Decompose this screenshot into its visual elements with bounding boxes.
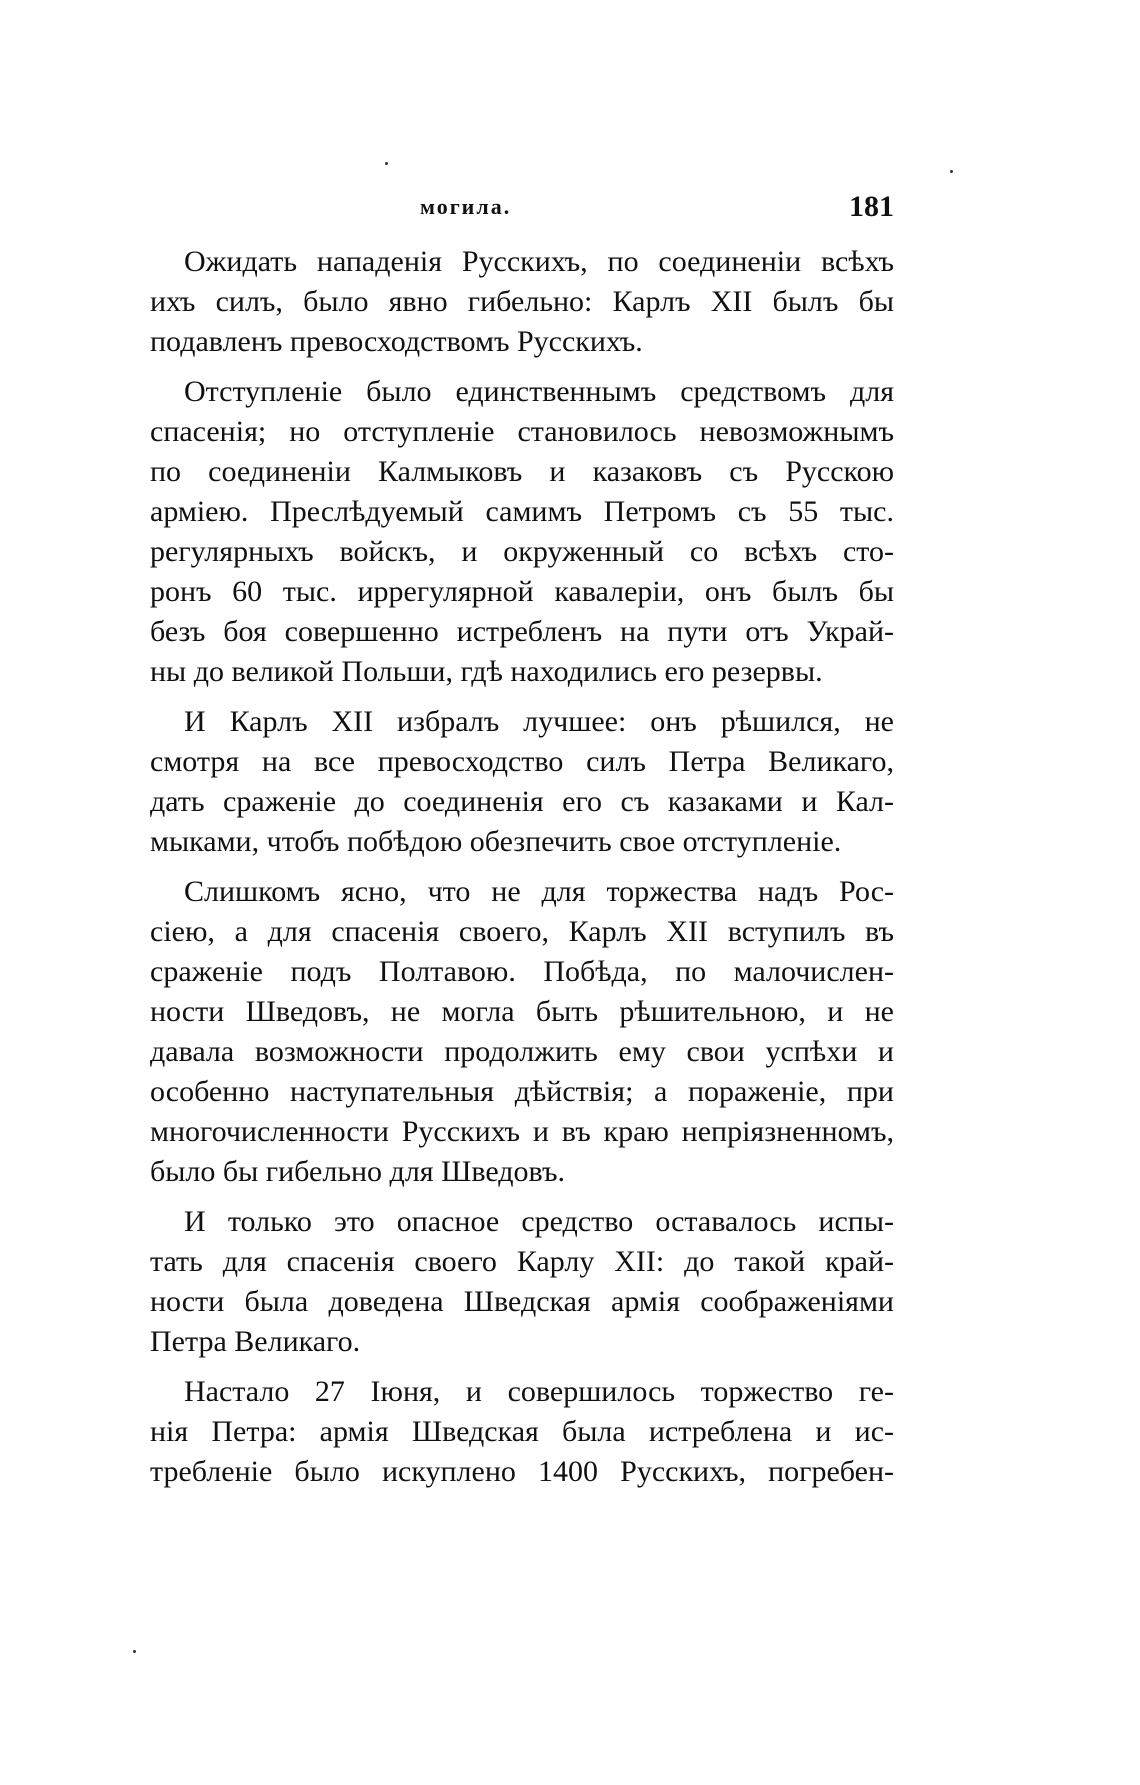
text-line: было бы гибельно для Шведовъ. [150,1155,565,1188]
text-line: Петра Великаго. [150,1325,361,1358]
text-line: тать для спасенія своего Карлу XII: до такой край- [150,1245,894,1278]
text-line: давала возможности продолжить ему свои успѣхи и [150,1035,894,1068]
text-line: требленіе было искуплено 1400 Русскихъ, погребен- [150,1455,894,1488]
text-line: по соединеніи Калмыковъ и казаковъ съ Русскою [150,455,894,488]
body-text [150,242,894,1492]
text-line: сраженіе подъ Полтавою. Побѣда, по малочислен- [150,955,894,988]
text-line: Настало 27 Іюня, и совершилось торжество ге- [184,1375,894,1408]
text-line: нія Петра: армія Шведская была истреблена и ис- [150,1415,894,1448]
text-line: ности была доведена Шведская армія соображеніями [150,1285,894,1318]
ink-speck [950,170,953,173]
paragraph [150,1202,894,1362]
paragraph [150,872,894,1192]
paragraph [150,242,894,362]
text-line: смотря на все превосходство силъ Петра Великаго, [150,745,894,778]
text-line: мыками, чтобъ побѣдою обезпечить свое отступленіе. [150,825,842,858]
text-line: Ожидать нападенія Русскихъ, по соединеніи всѣхъ [184,245,894,278]
text-line: ности Шведовъ, не могла быть рѣшительною, и не [150,995,894,1028]
text-line: ны до великой Польши, гдѣ находились его резервы. [150,655,823,688]
text-line: дать сраженіе до соединенія его съ казаками и Кал- [150,785,894,818]
text-line: подавленъ превосходствомъ Русскихъ. [150,325,643,358]
text-line: регулярныхъ войскъ, и окруженный со всѣхъ сто- [150,535,894,568]
text-line: безъ боя совершенно истребленъ на пути отъ Украй- [150,615,894,648]
text-line: И Карлъ XII избралъ лучшее: онъ рѣшился, не [184,705,894,738]
paragraph [150,1372,894,1492]
text-line: ихъ силъ, было явно гибельно: Карлъ XII былъ бы [150,285,894,318]
text-line: ронъ 60 тыс. иррегулярной кавалеріи, онъ былъ бы [150,575,894,608]
text-line: особенно наступательныя дѣйствія; а пораженіе, при [150,1075,894,1108]
running-head [150,190,894,230]
ink-speck [133,1650,136,1653]
text-line: Отступленіе было единственнымъ средствомъ для [184,375,894,408]
page-number: 181 [849,190,894,223]
paragraph [150,372,894,692]
text-line: многочисленности Русскихъ и въ краю непріязненномъ, [150,1115,894,1148]
paragraph [150,702,894,862]
text-line: И только это опасное средство оставалось испы- [184,1205,894,1238]
text-line: сіею, а для спасенія своего, Карлъ XII вступилъ въ [150,915,894,948]
text-line: арміею. Преслѣдуемый самимъ Петромъ съ 55 тыс. [150,495,894,528]
ink-speck [385,162,388,165]
text-line: Слишкомъ ясно, что не для торжества надъ Рос- [184,875,894,908]
text-line: спасенія; но отступленіе становилось невозможнымъ [150,415,894,448]
running-head-title: могила. [420,194,512,219]
